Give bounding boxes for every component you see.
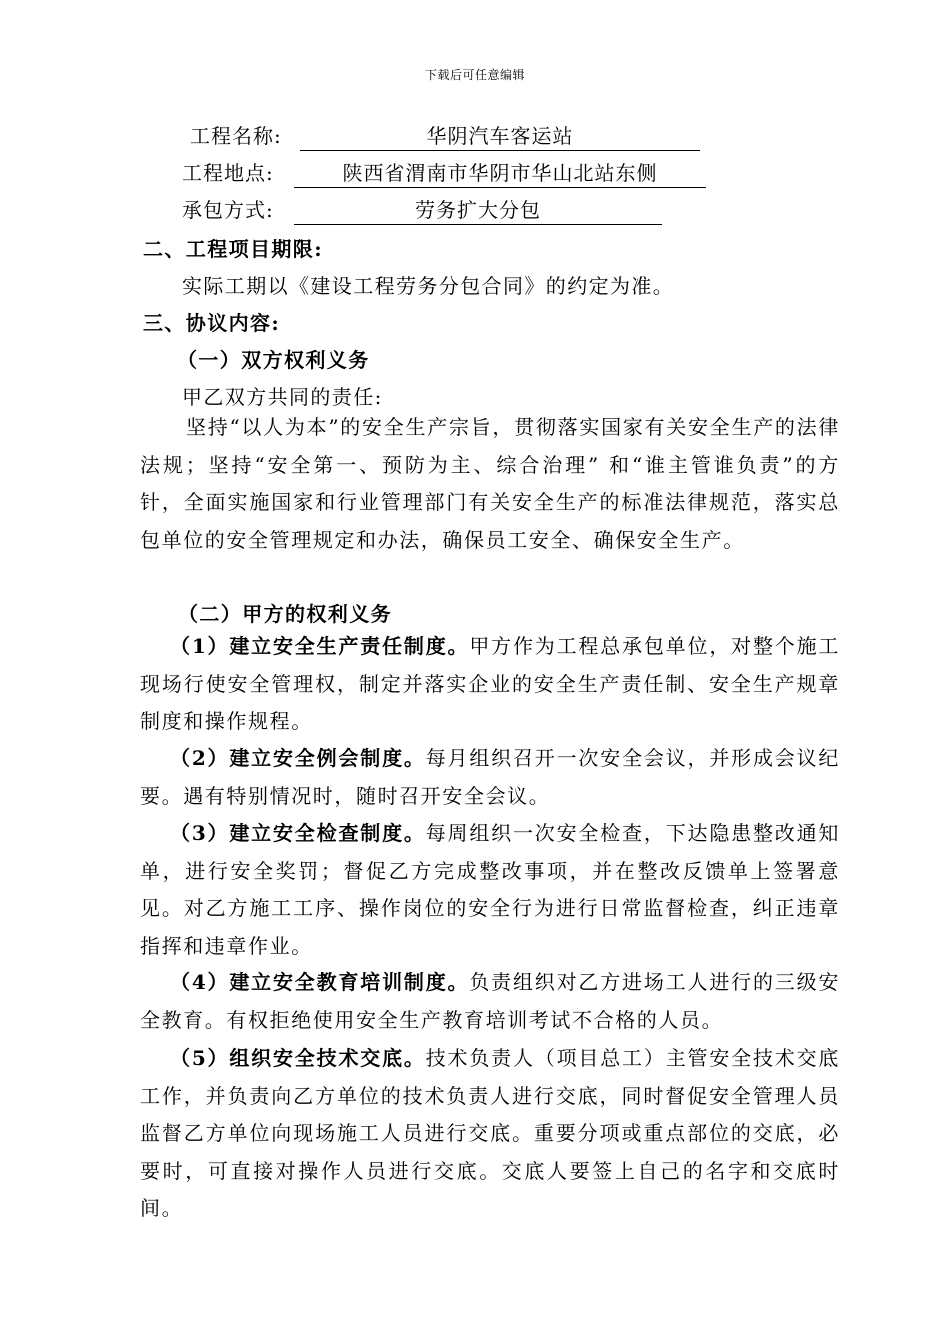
section3-sub1: （一）双方权利义务 xyxy=(177,348,370,372)
page-header: 下载后可任意编辑 xyxy=(424,68,525,82)
party-a-item-2 xyxy=(140,740,840,815)
item-5-lead: （5）组织安全技术交底。 xyxy=(170,1046,426,1070)
project-name-row xyxy=(190,120,710,152)
contract-type-row xyxy=(182,194,672,226)
project-location-label: 工程地点: xyxy=(182,161,274,185)
party-a-item-3 xyxy=(140,815,840,965)
contract-type-label: 承包方式: xyxy=(182,198,274,222)
party-a-item-4 xyxy=(140,964,840,1039)
party-a-item-5 xyxy=(140,1040,840,1228)
project-location-value: 陕西省渭南市华阴市华山北站东侧 xyxy=(294,157,706,188)
item-1-text: 甲方作为工程总承包单位，对整个施工现场行使安全管理权，制定并落实企业的安全生产责任制、安全生产规章制度和操作规程。 xyxy=(140,634,840,734)
item-4-text: 负责组织对乙方进场工人进行的三级安全教育。有权拒绝使用安全生产教育培训考试不合格的人员。 xyxy=(140,970,840,1032)
item-2-lead: （2）建立安全例会制度。 xyxy=(170,746,426,770)
shared-responsibility-label: 甲乙双方共同的责任: xyxy=(182,385,383,409)
section3-heading: 三、协议内容: xyxy=(143,311,281,335)
item-5-text: 技术负责人（项目总工）主管安全技术交底工作，并负责向乙方单位的技术负责人进行交底，同时督促安全管理人员监督乙方单位向现场施工人员进行交底。重要分项或重点部位的交底，必要时，可直接对操作人员进行交底。交底人要签上自己的名字和交底时间。 xyxy=(140,1046,840,1221)
project-name-value: 华阴汽车客运站 xyxy=(300,120,700,151)
project-name-label: 工程名称: xyxy=(190,124,282,148)
shared-responsibility-text xyxy=(140,409,840,559)
section3-sub2: （二）甲方的权利义务 xyxy=(178,602,392,626)
item-2-text: 每月组织召开一次安全会议，并形成会议纪要。遇有特别情况时，随时召开安全会议。 xyxy=(140,746,840,808)
shared-responsibility-body: 坚持“以人为本”的安全生产宗旨，贯彻落实国家有关安全生产的法律法规；坚持“安全第一、预防为主、综合治理” 和“谁主管谁负责”的方针，全面实施国家和行业管理部门有关安全生产的标准法律规范，落实总包单位的安全管理规定和办法，确保员工安全、确保安全生产。 xyxy=(140,415,840,552)
section2-text: 实际工期以《建设工程劳务分包合同》的约定为准。 xyxy=(182,274,675,298)
item-1-lead: （1）建立安全生产责任制度。 xyxy=(170,634,470,658)
party-a-item-1 xyxy=(140,628,840,741)
item-4-lead: （4）建立安全教育培训制度。 xyxy=(170,970,470,994)
project-location-row xyxy=(182,157,712,189)
item-3-lead: （3）建立安全检查制度。 xyxy=(170,821,426,845)
contract-type-value: 劳务扩大分包 xyxy=(294,194,662,225)
item-3-text: 每周组织一次安全检查，下达隐患整改通知单，进行安全奖罚；督促乙方完成整改事项，并在整改反馈单上签署意见。对乙方施工工序、操作岗位的安全行为进行日常监督检查，纠正违章指挥和违章作业。 xyxy=(140,821,840,958)
section2-heading: 二、工程项目期限: xyxy=(143,237,323,261)
